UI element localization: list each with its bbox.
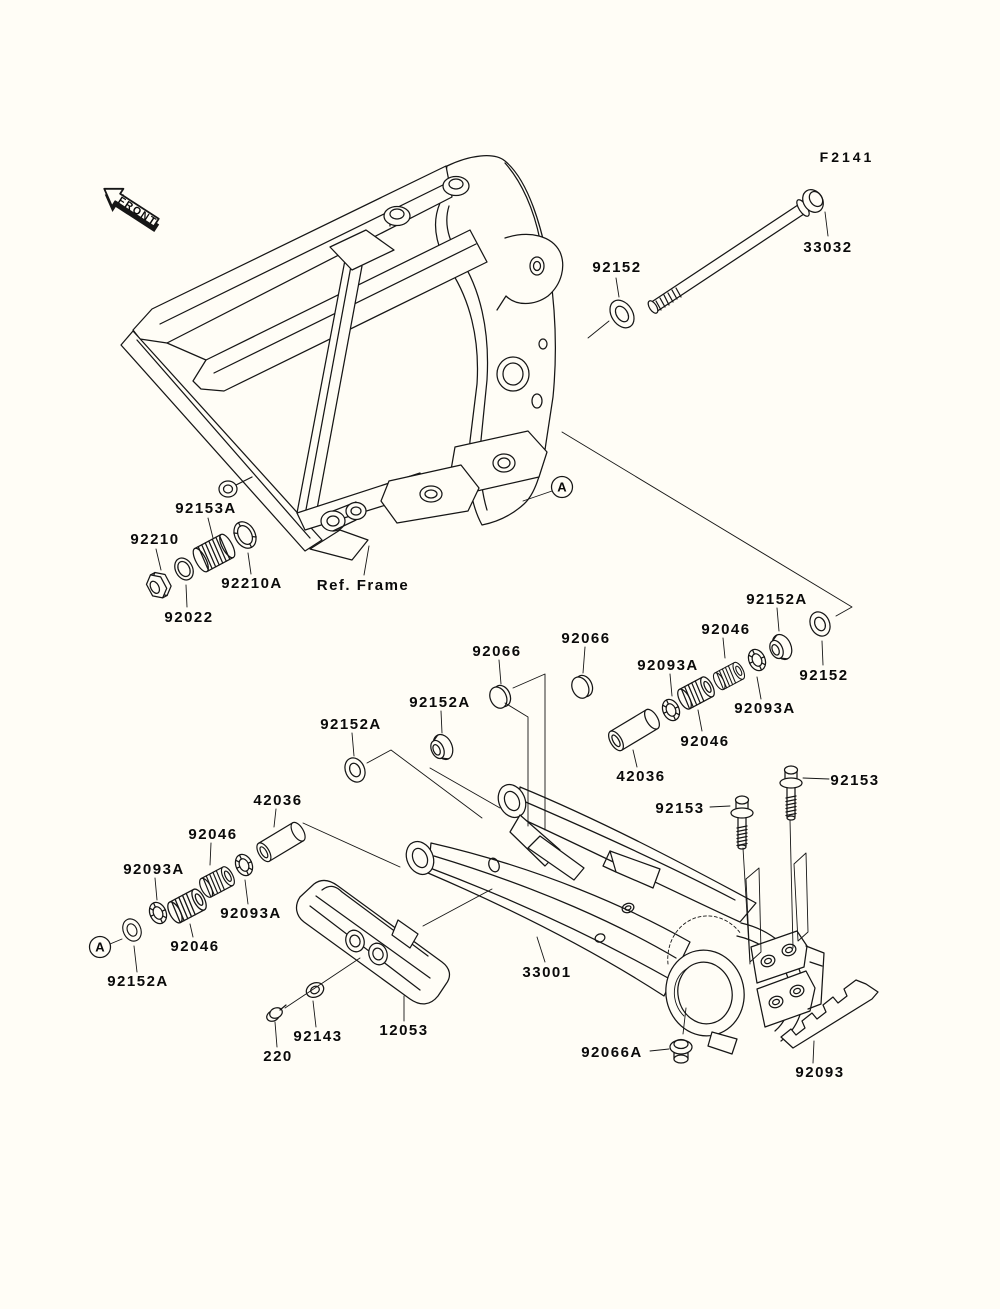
label-leader-line: [583, 647, 585, 673]
seal-92093A: [745, 647, 769, 674]
screw-220: [265, 1005, 286, 1023]
label-leader-line: [698, 710, 702, 731]
label-leader-line: [190, 924, 193, 937]
label-leader-line: [537, 937, 545, 962]
detail-marker-letter: A: [557, 479, 567, 495]
label-leader-line: [245, 880, 248, 904]
part-label-92066: 92066: [561, 630, 611, 647]
adjuster-bolt-92153A: [190, 532, 238, 574]
label-leader-line: [208, 518, 213, 538]
part-label-92152A: 92152A: [320, 716, 382, 733]
part-label-220: 220: [263, 1048, 293, 1065]
label-leader-line: [710, 806, 730, 807]
bearing-92046: [675, 675, 717, 711]
part-label-92152: 92152: [592, 259, 642, 276]
bearing-92046: [711, 661, 747, 692]
bolt-92153-right: [780, 766, 802, 820]
part-label-92093A: 92093A: [220, 905, 282, 922]
cap-92152A: [766, 631, 796, 663]
label-leader-line: [248, 553, 251, 574]
seal-92093A: [146, 900, 170, 927]
guide-line: [367, 750, 482, 818]
part-label-33001: 33001: [522, 964, 572, 981]
part-label-92093: 92093: [795, 1064, 845, 1081]
guide-line: [430, 768, 500, 808]
guide-line: [562, 432, 852, 616]
part-label-92093A: 92093A: [123, 861, 185, 878]
part-label-92093A: 92093A: [637, 657, 699, 674]
label-leader-line: [670, 674, 672, 696]
label-leader-line: [616, 278, 619, 297]
part-label-Ref-Frame: Ref. Frame: [316, 577, 410, 594]
label-leader-line: [156, 549, 161, 570]
part-label-92153: 92153: [655, 800, 705, 817]
bolt-92153-left: [731, 796, 753, 849]
part-label-92022: 92022: [164, 609, 214, 626]
label-leader-line: [633, 750, 637, 767]
part-label-92046: 92046: [701, 621, 751, 638]
label-leader-line: [352, 733, 354, 756]
bearing-92046: [165, 887, 209, 925]
label-leader-line: [364, 546, 369, 575]
part-label-92152: 92152: [799, 667, 849, 684]
washer-92022: [171, 555, 197, 583]
label-leader-line: [186, 585, 187, 607]
label-leader-line: [650, 1049, 669, 1051]
label-leader-line: [275, 1022, 277, 1047]
part-label-92046: 92046: [170, 938, 220, 955]
label-leader-line: [757, 677, 761, 699]
washer-92152A: [119, 916, 144, 944]
part-label-92066A: 92066A: [581, 1044, 643, 1061]
washer-92152-top: [605, 296, 639, 333]
guide-line: [588, 321, 609, 338]
seal-92093A: [232, 852, 256, 879]
part-label-42036: 42036: [616, 768, 666, 785]
part-label-92046: 92046: [188, 826, 238, 843]
guide-line: [285, 958, 360, 1008]
locknut-92210: [143, 569, 174, 602]
part-label-92066: 92066: [472, 643, 522, 660]
label-leader-line: [210, 843, 211, 865]
plug-92066A: [670, 1040, 692, 1064]
part-label-92152A: 92152A: [107, 973, 169, 990]
part-label-42036: 42036: [253, 792, 303, 809]
label-leader-line: [499, 660, 501, 684]
label-leader-line: [723, 638, 725, 658]
part-label-92210: 92210: [130, 531, 180, 548]
part-label-92153: 92153: [830, 772, 880, 789]
label-leader-line: [777, 608, 779, 631]
label-leader-line: [813, 1041, 814, 1063]
part-label-92143: 92143: [293, 1028, 343, 1045]
guide-line: [423, 889, 492, 926]
label-leader-line: [274, 809, 276, 827]
figure-code: F2141: [819, 149, 875, 165]
front-arrow-text: FRONT: [115, 194, 160, 229]
pivot-shaft-33032: [646, 186, 827, 315]
cap-92066: [569, 673, 596, 701]
part-label-92210A: 92210A: [221, 575, 283, 592]
part-label-33032: 33032: [803, 239, 853, 256]
part-label-92153A: 92153A: [175, 500, 237, 517]
cap-92152A: [427, 731, 457, 763]
label-leader-line: [155, 878, 157, 900]
guide-line: [790, 820, 793, 948]
sleeve-42036: [606, 707, 663, 753]
label-leader-line: [803, 778, 829, 779]
label-leader-line: [313, 1001, 316, 1027]
guide-line: [110, 939, 122, 944]
part-label-92152A: 92152A: [409, 694, 471, 711]
part-label-92046: 92046: [680, 733, 730, 750]
part-label-92093A: 92093A: [734, 700, 796, 717]
part-label-92152A: 92152A: [746, 591, 808, 608]
detail-marker-letter: A: [95, 939, 105, 955]
washer-92152A: [341, 755, 369, 786]
guide-line: [303, 823, 400, 867]
label-leader-line: [441, 711, 442, 733]
label-leader-line: [134, 946, 137, 972]
label-leader-line: [822, 641, 823, 665]
locknut-ring-92210A: [230, 518, 261, 552]
washer-92152: [806, 609, 834, 640]
cap-92066: [487, 683, 514, 711]
front-direction-arrow: [96, 180, 165, 237]
part-label-12053: 12053: [379, 1022, 429, 1039]
sleeve-42036: [254, 820, 308, 864]
bearing-92046: [197, 865, 237, 900]
label-leader-line: [825, 212, 828, 236]
